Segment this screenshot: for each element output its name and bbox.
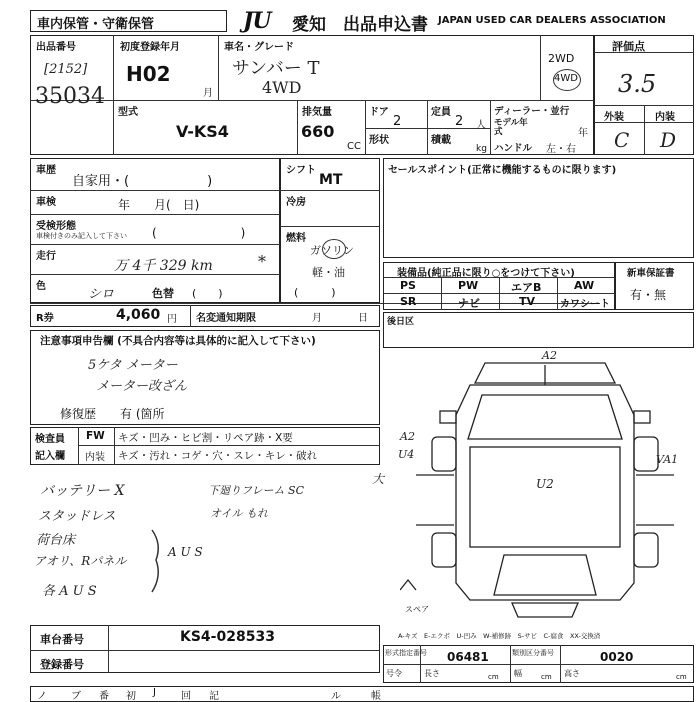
strip-item: ル — [331, 691, 341, 702]
diag-u4: U4 — [398, 448, 415, 461]
storage-label-box — [30, 10, 227, 32]
fuel-order-label: 号令 — [386, 669, 402, 678]
first-reg-value: H02 — [126, 62, 171, 86]
equip-airbag: エアB — [511, 281, 542, 294]
remark-battery: バッテリー X — [40, 483, 125, 499]
color-value: シロ — [88, 287, 115, 302]
equip-navi: ナビ — [458, 297, 480, 310]
remark-brace — [148, 528, 168, 594]
chassis-value: KS4-028533 — [180, 629, 275, 645]
warranty-label: 新車保証書 — [627, 268, 675, 279]
strip-item: 番 — [99, 691, 109, 702]
equip-sr: SR — [400, 295, 417, 308]
lot-bracket-code: [2152] — [44, 62, 88, 77]
repair-label: 修復歴 — [60, 407, 97, 421]
accept-label: 受検形態 — [36, 221, 76, 232]
chassis-label: 車台番号 — [40, 633, 84, 646]
warranty-value: 有・無 — [630, 288, 667, 302]
rating-ext-label: 外装 — [604, 112, 624, 123]
remark-frame: 下廻りフレーム SC — [208, 484, 305, 497]
diag-va1: VA1 — [656, 453, 679, 466]
width-unit: cm — [541, 673, 552, 681]
length-unit: cm — [488, 673, 499, 681]
diag-a2-top: A2 — [542, 349, 557, 362]
fuel-diesel: 軽・油 — [312, 266, 345, 279]
displacement-unit: CC — [347, 141, 361, 152]
strip-item: ブ — [71, 691, 81, 702]
mileage-label: 走行 — [36, 251, 56, 262]
fw-label: FW — [86, 430, 105, 442]
height-unit: cm — [676, 673, 687, 681]
accept-value: ( ) — [152, 226, 246, 240]
type-label: 型式 — [118, 107, 138, 118]
height-label: 高さ — [564, 669, 580, 678]
strip-item: ノ — [37, 691, 47, 702]
model-year-unit: 年 — [578, 128, 588, 139]
load-label: 積載 — [431, 135, 451, 146]
history-label: 車歴 — [36, 165, 56, 176]
diag-dai: 大 — [372, 472, 385, 486]
width-label: 幅 — [514, 669, 522, 678]
inspector-label2: 記入欄 — [35, 451, 65, 462]
int-items: キズ・汚れ・コゲ・穴・スレ・キレ・破れ — [118, 450, 318, 462]
form-spec-label2: 類別区分番号 — [512, 649, 554, 657]
remark-studless: スタッドレス — [38, 509, 116, 524]
fw-items: キズ・凹み・ヒビ割・リペア跡・X要 — [118, 432, 293, 444]
fuel-gas-circle — [322, 239, 346, 259]
history-value: 自家用・( ) — [72, 174, 213, 189]
first-reg-label: 初度登録年月 — [120, 42, 180, 53]
lot-label: 出品番号 — [36, 42, 76, 53]
remark-cargo: 荷台床 — [36, 533, 76, 548]
doors-label: ドア — [369, 107, 389, 118]
first-reg-unit: 月 — [203, 88, 213, 99]
fuel-label: 燃料 — [286, 233, 306, 244]
load-unit: kg — [476, 144, 487, 154]
strip-item: 回 — [181, 691, 191, 702]
doors-value: 2 — [393, 114, 402, 129]
sales-point-label: セールスポイント(正常に機能するものに限ります) — [388, 165, 617, 176]
length-label: 長さ — [424, 669, 440, 678]
diag-a2-left: A2 — [400, 430, 415, 443]
fuel-gas: ガソリン — [310, 244, 354, 257]
capacity-label: 定員 — [431, 107, 451, 118]
handle-options: 左・右 — [546, 144, 576, 155]
notes-line2: メーター改ざん — [96, 379, 188, 394]
strip-item: 初 — [126, 691, 136, 702]
rating-value: 3.5 — [618, 70, 657, 98]
diag-legend: A-キズ E-エクボ U-凹み W-補修跡 S-サビ C-腐食 XX-交換済 — [398, 632, 601, 640]
type-value: V-KS4 — [176, 122, 229, 141]
mileage-star: * — [258, 252, 266, 271]
ju-logo-text: JU — [243, 8, 271, 34]
after-fit-box — [383, 312, 694, 348]
repair-value: 有 (箇所 — [120, 407, 165, 421]
color-label: 色 — [36, 281, 46, 292]
inspection-value: 年 月( 日) — [118, 198, 200, 212]
reg-no-label: 登録番号 — [40, 658, 84, 671]
int-label: 内装 — [85, 452, 105, 463]
inspection-label: 車検 — [36, 197, 56, 208]
ticket-label: R券 — [36, 313, 54, 324]
remark-aus1: A U S — [168, 545, 203, 559]
dealer-label: ディーラー・並行 — [494, 106, 570, 117]
drive-4wd: 4WD — [554, 73, 578, 84]
strip-item: J — [153, 687, 156, 698]
color-repaint-label: 色替 — [152, 287, 174, 300]
ticket-unit: 円 — [167, 314, 177, 325]
ticket-value: 4,060 — [116, 307, 161, 323]
diag-spare: スペア — [405, 605, 429, 614]
capacity-value: 2 — [455, 114, 464, 129]
fuel-other: ( ) — [294, 286, 336, 299]
model-grade: 4WD — [262, 78, 302, 97]
equip-ps: PS — [400, 279, 416, 292]
rating-ext-value: C — [614, 128, 630, 152]
model-name: サンバー T — [232, 58, 320, 79]
remark-panel: アオリ、Rパネル — [34, 554, 127, 568]
shift-value: MT — [319, 172, 343, 188]
handle-label: ハンドル — [494, 143, 533, 154]
after-fit-label: 後日区 — [387, 317, 415, 327]
accept-sub: 車検付きのみ記入して下さい — [36, 232, 127, 240]
strip-item: 帳 — [371, 691, 381, 702]
model-label: 車名・グレード — [224, 42, 294, 53]
form-spec-label1: 形式指定番号 — [385, 649, 427, 657]
drive-2wd: 2WD — [548, 52, 575, 65]
strip-item: 記 — [209, 691, 219, 702]
inspector-label1: 検査員 — [35, 434, 65, 445]
org-name: 愛知 — [292, 15, 326, 35]
notes-line1: 5ケタ メーター — [88, 358, 178, 373]
equip-tv: TV — [519, 295, 536, 308]
rating-int-value: D — [660, 128, 677, 152]
equip-aw: AW — [574, 279, 595, 292]
color-paren: ( ) — [192, 287, 223, 300]
shift-label: シフト — [286, 165, 316, 176]
notice-day: 日 — [358, 313, 368, 324]
ju-logo — [243, 8, 289, 34]
equip-leather-seat: カワシート — [560, 299, 610, 310]
mileage-value: 万 4千 329 km — [114, 258, 213, 274]
cooler-label: 冷房 — [286, 197, 306, 208]
shape-label: 形状 — [369, 135, 389, 146]
doc-title: 出品申込書 — [343, 15, 428, 35]
displacement-label: 排気量 — [302, 107, 332, 118]
rating-label: 評価点 — [612, 40, 645, 53]
capacity-unit: 人 — [476, 120, 486, 131]
rating-int-label: 内装 — [655, 112, 675, 123]
form-spec-value1: 06481 — [447, 650, 489, 664]
english-name: JAPAN USED CAR DEALERS ASSOCIATION — [438, 15, 666, 26]
notes-label: 注意事項申告欄 (不具合内容等は具体的に記入して下さい) — [40, 335, 316, 347]
displacement-value: 660 — [301, 122, 335, 141]
equip-pw: PW — [458, 279, 479, 292]
storage-label: 車内保管・守衛保管 — [37, 17, 155, 32]
model-year-label: モデル年式 — [494, 118, 528, 137]
form-spec-value2: 0020 — [600, 650, 634, 664]
notice-label: 名変通知期限 — [196, 313, 256, 324]
remark-aus2: 各 A U S — [42, 584, 97, 599]
equipment-label: 装備品(純正品に限り○をつけて下さい) — [397, 268, 575, 279]
diag-u2: U2 — [536, 477, 554, 491]
notice-month: 月 — [312, 313, 322, 324]
remark-oil: オイル もれ — [210, 507, 268, 520]
lot-number: 35034 — [35, 84, 105, 109]
